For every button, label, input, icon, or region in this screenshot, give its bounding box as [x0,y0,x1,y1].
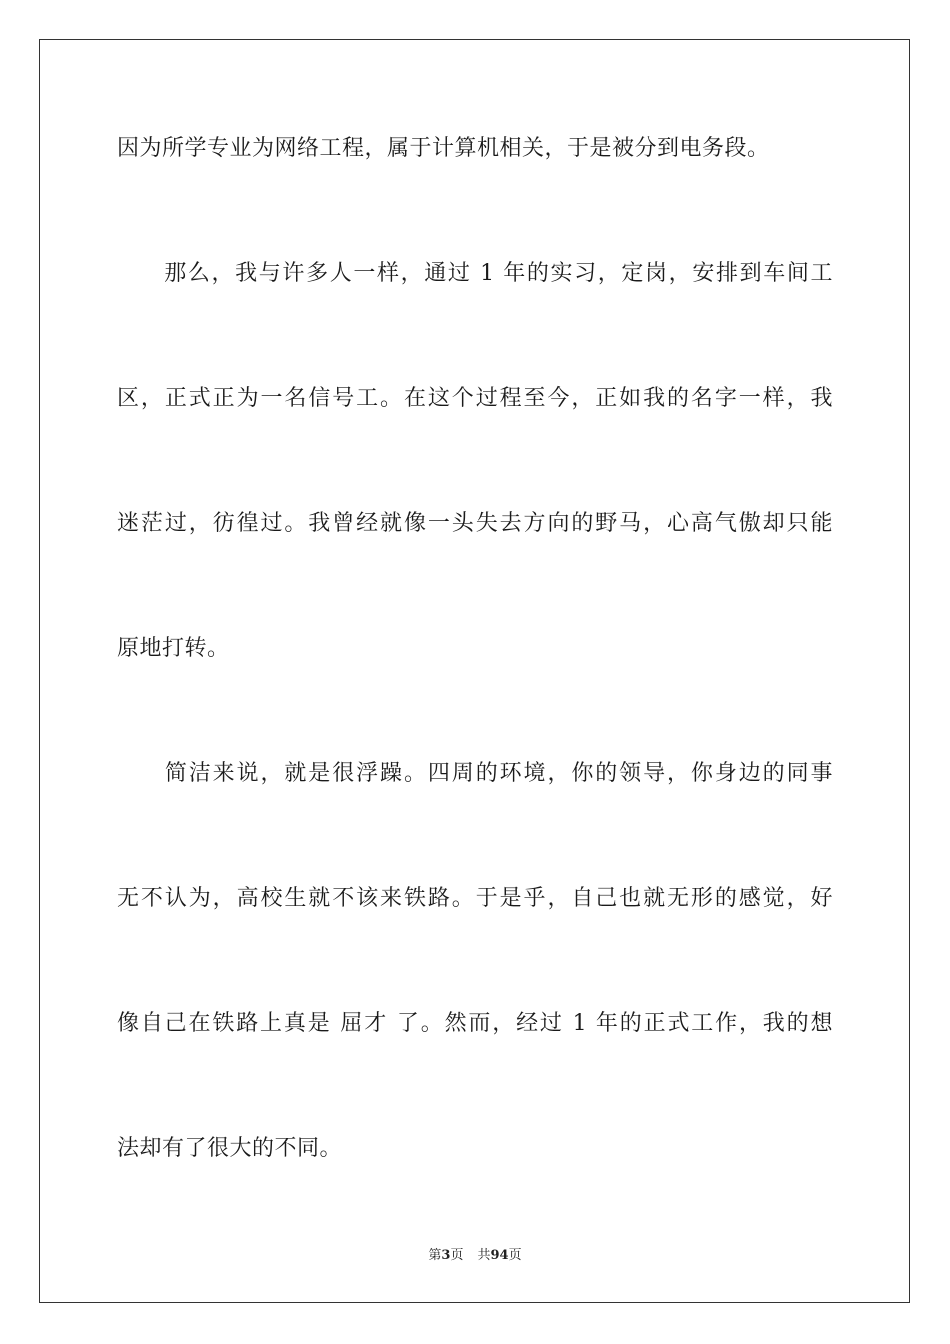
total-pages-label: 共94页 [477,1248,522,1263]
text-line: 简洁来说，就是很浮躁。四周的环境，你的领导，你身边的同事 [117,761,833,786]
text-line: 像自己在铁路上真是 屈才 了。然而，经过 1 年的正式工作，我的想 [117,1011,833,1036]
text-line: 无不认为，高校生就不该来铁路。于是乎，自己也就无形的感觉，好 [117,886,833,911]
text-line: 迷茫过，彷徨过。我曾经就像一头失去方向的野马，心高气傲却只能 [117,511,833,536]
page-footer [0,1247,950,1265]
page-border [39,39,910,1303]
page-number-label: 第3页 [428,1248,464,1263]
text-line: 因为所学专业为网络工程，属于计算机相关，于是被分到电务段。 [117,136,770,161]
text-line: 法却有了很大的不同。 [117,1136,343,1161]
text-line: 原地打转。 [117,636,230,661]
text-line: 区，正式正为一名信号工。在这个过程至今，正如我的名字一样，我 [117,386,833,411]
text-line: 那么，我与许多人一样，通过 1 年的实习，定岗，安排到车间工 [117,261,833,286]
